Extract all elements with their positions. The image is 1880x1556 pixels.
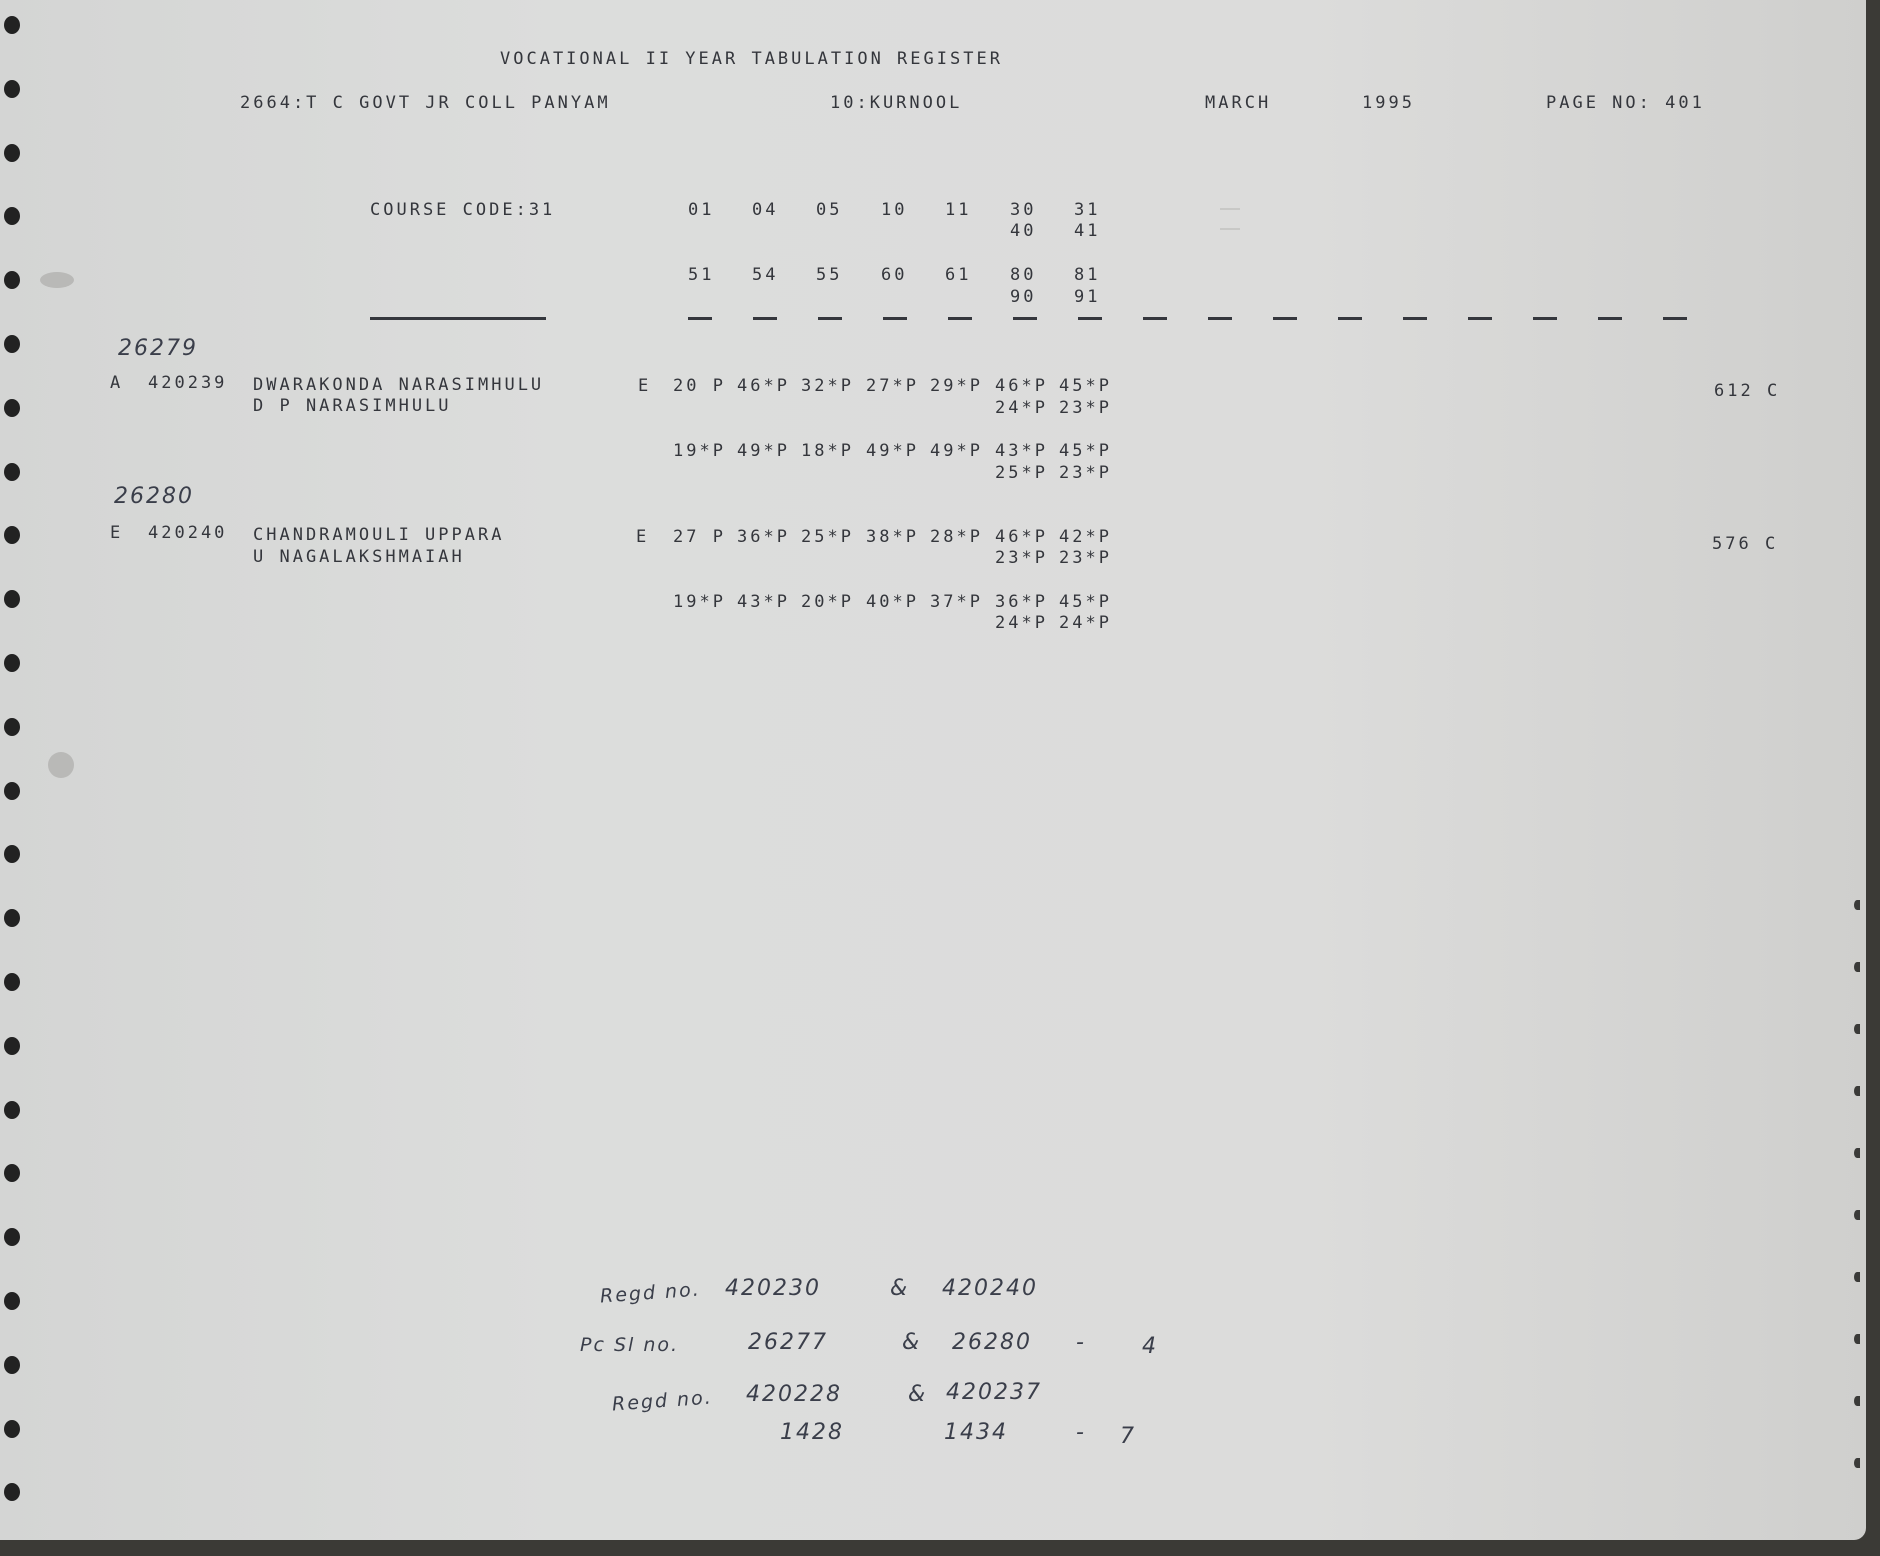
binder-hole — [4, 1420, 20, 1438]
subject-code: 30 — [1010, 200, 1037, 220]
mark: 38*P — [866, 527, 919, 547]
exam-year: 1995 — [1362, 93, 1415, 113]
mark: 28*P — [930, 527, 983, 547]
hand-label: Pc Sl no. — [580, 1334, 680, 1356]
exam-month: MARCH — [1205, 93, 1272, 113]
separator-dash — [688, 317, 712, 320]
mark: 29*P — [930, 376, 983, 396]
mark: 45*P — [1059, 441, 1112, 461]
subject-code: 04 — [752, 200, 779, 220]
hand-value: & — [890, 1276, 910, 1301]
binder-hole — [1854, 1458, 1860, 1468]
separator-dash — [1143, 317, 1167, 320]
binder-hole — [1854, 1334, 1860, 1344]
mark: 23*P — [1059, 398, 1112, 418]
hand-value: 420230 — [725, 1276, 821, 1301]
pc-serial-handwritten: 26279 — [118, 336, 198, 361]
hand-value: 4 — [1142, 1334, 1158, 1359]
binder-hole — [4, 1164, 20, 1182]
mark: 49*P — [866, 441, 919, 461]
binder-hole — [4, 526, 20, 544]
subject-code: 54 — [752, 265, 779, 285]
hand-value: 420237 — [946, 1380, 1042, 1405]
student-grade-letter: E — [110, 523, 124, 543]
mark: 49*P — [737, 441, 790, 461]
separator-dash — [1403, 317, 1427, 320]
student-medium: E — [636, 527, 650, 547]
hand-value: 420240 — [942, 1276, 1038, 1301]
mark: 23*P — [1059, 548, 1112, 568]
subject-code: 11 — [945, 200, 972, 220]
binder-hole — [4, 463, 20, 481]
subject-code: 61 — [945, 265, 972, 285]
page-number: PAGE NO: 401 — [1546, 93, 1705, 113]
subject-code: 10 — [881, 200, 908, 220]
mark: 42*P — [1059, 527, 1112, 547]
mark: 25*P — [995, 463, 1048, 483]
student-total: 576 C — [1712, 534, 1779, 554]
binder-hole — [1854, 1396, 1860, 1406]
mark: 24*P — [995, 613, 1048, 633]
subject-code: 41 — [1074, 221, 1101, 241]
separator-dash — [1598, 317, 1622, 320]
mark: 20 P — [673, 376, 726, 396]
binder-hole — [4, 782, 20, 800]
hand-value: 420228 — [746, 1382, 842, 1407]
subject-code: 80 — [1010, 265, 1037, 285]
mark: 19*P — [673, 441, 726, 461]
separator-dash — [1663, 317, 1687, 320]
student-parent: D P NARASIMHULU — [253, 396, 452, 416]
binder-hole — [4, 1037, 20, 1055]
separator-dash — [1468, 317, 1492, 320]
subject-code: 31 — [1074, 200, 1101, 220]
hand-label: Regd no. — [611, 1386, 714, 1416]
binder-hole — [1854, 1148, 1860, 1158]
mark: 32*P — [801, 376, 854, 396]
student-parent: U NAGALAKSHMAIAH — [253, 547, 465, 567]
separator-dash — [883, 317, 907, 320]
mark: 46*P — [995, 376, 1048, 396]
course-code-label: COURSE CODE:31 — [370, 200, 556, 220]
mark: 24*P — [995, 398, 1048, 418]
mark: 23*P — [1059, 463, 1112, 483]
binder-hole — [4, 973, 20, 991]
binder-hole — [4, 16, 20, 34]
hand-value: & — [908, 1382, 928, 1407]
binder-hole — [4, 654, 20, 672]
separator-dash — [1533, 317, 1557, 320]
separator-dash — [753, 317, 777, 320]
student-grade-letter: A — [110, 373, 124, 393]
binder-hole — [1854, 1024, 1860, 1034]
binder-hole — [4, 1356, 20, 1374]
binder-hole — [4, 144, 20, 162]
separator-dash — [370, 317, 546, 320]
binder-hole — [4, 1228, 20, 1246]
binder-hole — [1854, 962, 1860, 972]
separator-dash — [1013, 317, 1037, 320]
binder-holes-left — [4, 0, 28, 1540]
mark: 45*P — [1059, 376, 1112, 396]
paper-smudge — [40, 272, 74, 288]
hand-value: 7 — [1120, 1424, 1136, 1449]
mark: 46*P — [737, 376, 790, 396]
pc-serial-handwritten: 26280 — [114, 484, 194, 509]
subject-code: 55 — [816, 265, 843, 285]
binder-hole — [4, 271, 20, 289]
binder-holes-right — [1850, 0, 1860, 1540]
separator-dash — [818, 317, 842, 320]
district: 10:KURNOOL — [830, 93, 963, 113]
binder-hole — [4, 335, 20, 353]
binder-hole — [1854, 1086, 1860, 1096]
binder-hole — [1854, 1210, 1860, 1220]
mark: 23*P — [995, 548, 1048, 568]
student-total: 612 C — [1714, 381, 1781, 401]
student-name: CHANDRAMOULI UPPARA — [253, 525, 505, 545]
subject-code: 90 — [1010, 287, 1037, 307]
binder-hole — [4, 1101, 20, 1119]
mark: 18*P — [801, 441, 854, 461]
hand-value: & — [902, 1330, 922, 1355]
mark: 20*P — [801, 592, 854, 612]
mark: 27*P — [866, 376, 919, 396]
college-name: 2664:T C GOVT JR COLL PANYAM — [240, 93, 611, 113]
subject-code: 60 — [881, 265, 908, 285]
hand-value: - — [1076, 1420, 1086, 1445]
subject-code: 81 — [1074, 265, 1101, 285]
subject-code: 51 — [688, 265, 715, 285]
separator-dash — [948, 317, 972, 320]
student-medium: E — [638, 376, 652, 396]
binder-hole — [4, 1292, 20, 1310]
hand-value: - — [1076, 1330, 1086, 1355]
binder-hole — [4, 1483, 20, 1501]
mark: 46*P — [995, 527, 1048, 547]
hand-label: Regd no. — [599, 1278, 702, 1308]
separator-dash — [1078, 317, 1102, 320]
binder-hole — [4, 718, 20, 736]
mark: 37*P — [930, 592, 983, 612]
hand-value: 1434 — [944, 1420, 1008, 1445]
mark: 25*P — [801, 527, 854, 547]
binder-hole — [4, 80, 20, 98]
mark: 43*P — [995, 441, 1048, 461]
paper-smudge — [48, 752, 74, 778]
subject-code: 91 — [1074, 287, 1101, 307]
hand-value: 26277 — [748, 1330, 828, 1355]
student-reg-no: 420239 — [148, 373, 228, 393]
subject-code: 40 — [1010, 221, 1037, 241]
separator-dash — [1208, 317, 1232, 320]
binder-hole — [1854, 1272, 1860, 1282]
binder-hole — [4, 909, 20, 927]
binder-hole — [4, 845, 20, 863]
mark: 24*P — [1059, 613, 1112, 633]
mark: 40*P — [866, 592, 919, 612]
register-title: VOCATIONAL II YEAR TABULATION REGISTER — [500, 49, 1003, 69]
binder-hole — [1854, 900, 1860, 910]
ghost-rule — [1220, 208, 1240, 210]
hand-value: 26280 — [952, 1330, 1032, 1355]
mark: 36*P — [995, 592, 1048, 612]
mark: 43*P — [737, 592, 790, 612]
mark: 45*P — [1059, 592, 1112, 612]
binder-hole — [4, 399, 20, 417]
student-name: DWARAKONDA NARASIMHULU — [253, 375, 545, 395]
mark: 49*P — [930, 441, 983, 461]
mark: 27 P — [673, 527, 726, 547]
hand-value: 1428 — [780, 1420, 844, 1445]
separator-dash — [1338, 317, 1362, 320]
ghost-rule — [1220, 228, 1240, 230]
mark: 19*P — [673, 592, 726, 612]
subject-code: 05 — [816, 200, 843, 220]
binder-hole — [4, 590, 20, 608]
mark: 36*P — [737, 527, 790, 547]
subject-code: 01 — [688, 200, 715, 220]
binder-hole — [4, 207, 20, 225]
separator-dash — [1273, 317, 1297, 320]
student-reg-no: 420240 — [148, 523, 228, 543]
